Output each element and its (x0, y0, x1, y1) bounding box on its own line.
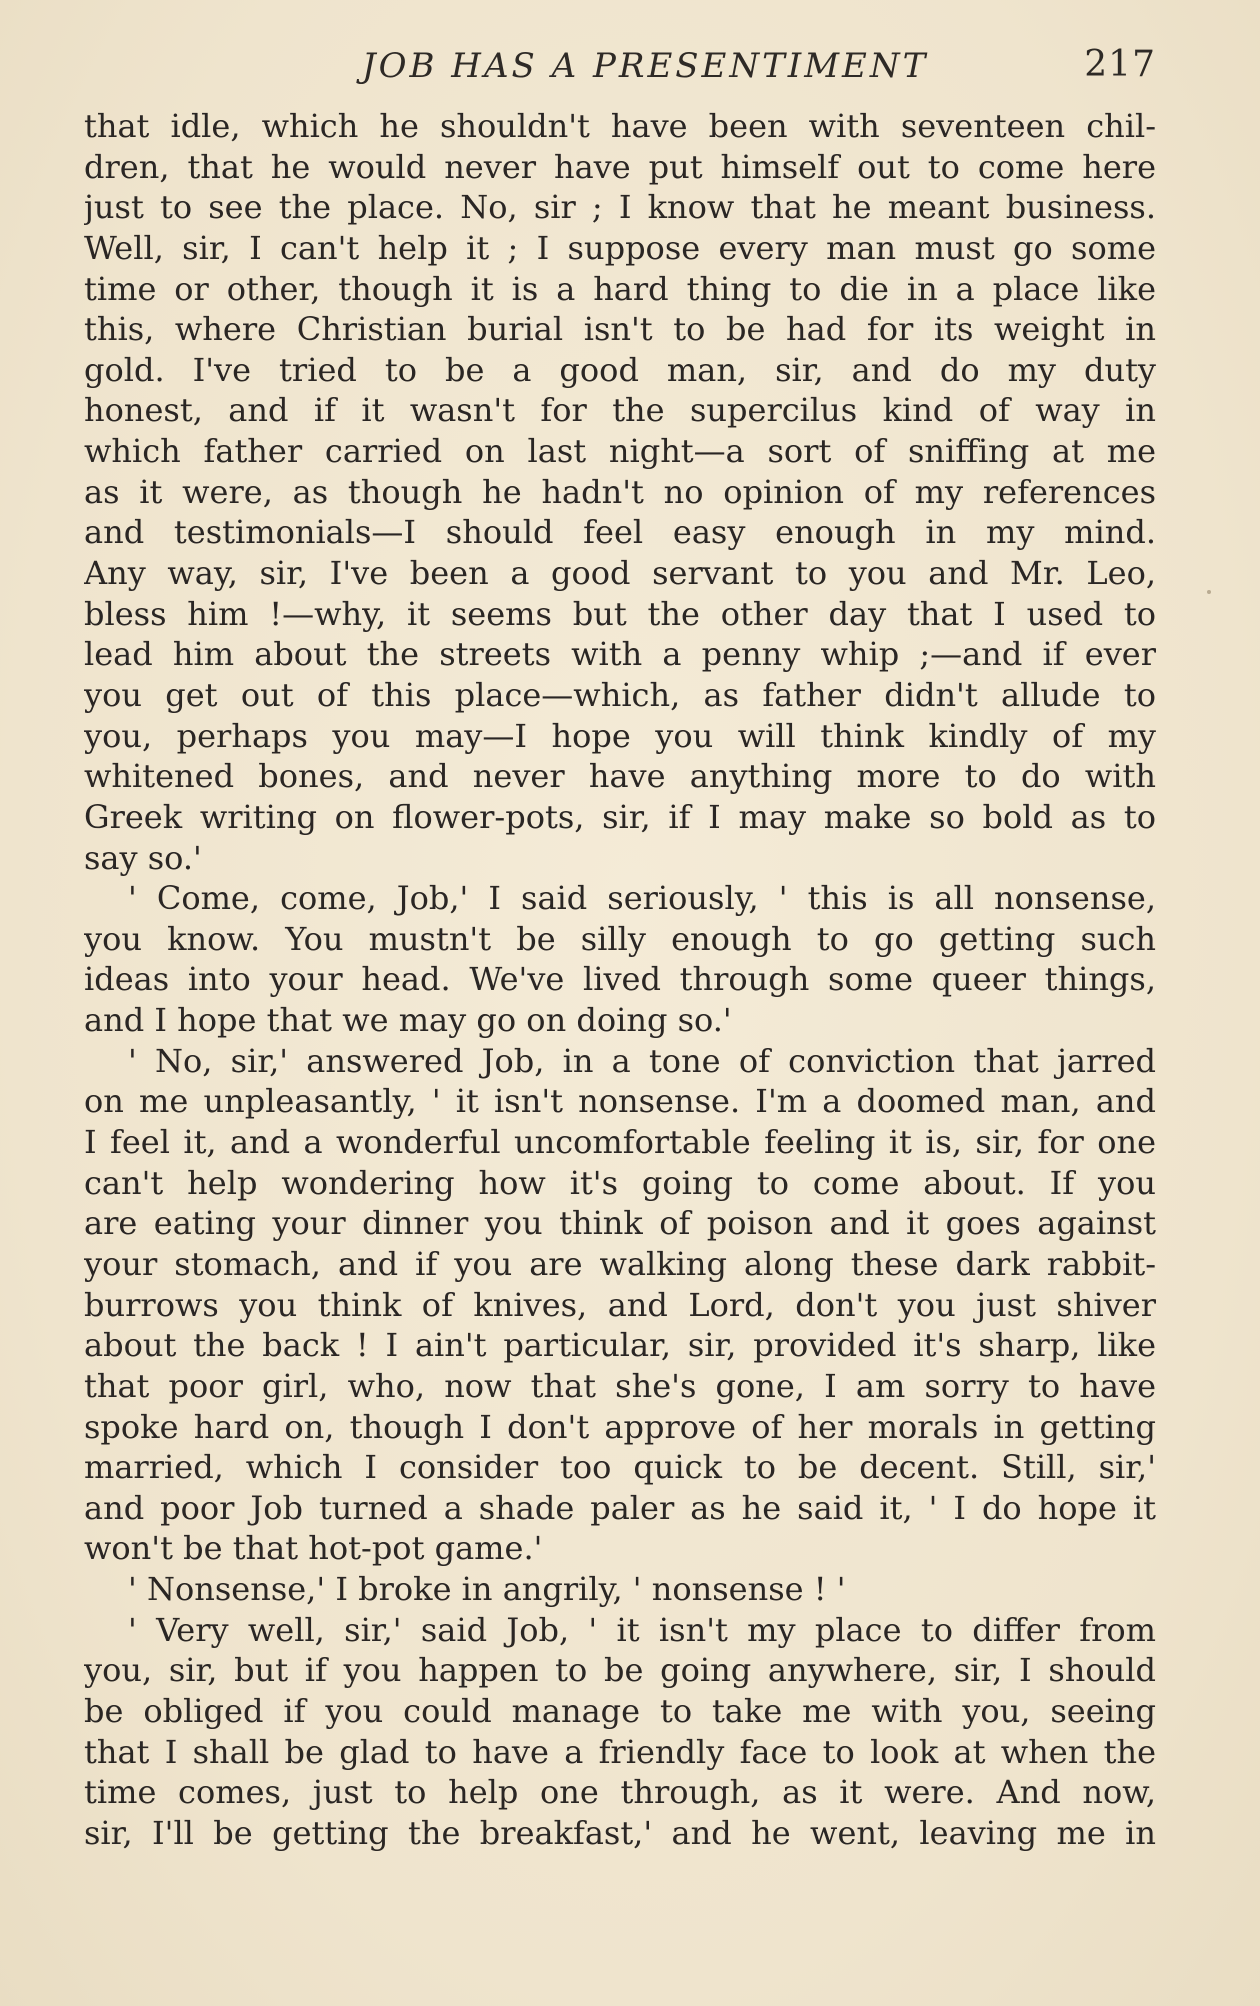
text-line: spoke hard on, though I don't approve of her morals in getting (84, 1407, 1156, 1446)
running-head (84, 42, 1156, 94)
body-text (84, 106, 1156, 1854)
text-line: and testimonials—I should feel easy enough in my mind. (84, 513, 1156, 552)
text-line: sir, I'll be getting the breakfast,' and he went, leaving me in (84, 1813, 1156, 1852)
text-line: say so.' (84, 838, 202, 877)
text-line: dren, that he would never have put himself out to come here (84, 147, 1156, 186)
text-line: married, which I consider too quick to be decent. Still, sir,' (84, 1448, 1156, 1487)
paper-speck (1207, 590, 1211, 594)
text-line: this, where Christian burial isn't to be had for its weight in (84, 310, 1156, 349)
text-line: your stomach, and if you are walking along these dark rabbit- (84, 1244, 1156, 1283)
text-line: ' Nonsense,' I broke in angrily, ' nonsense ! ' (128, 1570, 846, 1609)
text-line: Any way, sir, I've been a good servant to you and Mr. Leo, (84, 554, 1156, 593)
text-line: ideas into your head. We've lived through some queer things, (84, 960, 1156, 999)
text-line: can't help wondering how it's going to come about. If you (84, 1163, 1156, 1202)
text-line: gold. I've tried to be a good man, sir, and do my duty (84, 350, 1156, 389)
text-line: won't be that hot-pot game.' (84, 1529, 543, 1568)
text-line: which father carried on last night—a sort of sniffing at me (84, 432, 1156, 471)
text-line: you, perhaps you may—I hope you will think kindly of my (84, 716, 1156, 755)
text-line: that poor girl, who, now that she's gone, I am sorry to have (84, 1366, 1156, 1405)
text-line: and poor Job turned a shade paler as he said it, ' I do hope it (84, 1488, 1156, 1527)
page-number: 217 (1084, 44, 1156, 85)
text-line: time comes, just to help one through, as it were. And now, (84, 1773, 1156, 1812)
text-line: and I hope that we may go on doing so.' (84, 1001, 732, 1040)
text-line: ' No, sir,' answered Job, in a tone of conviction that jarred (128, 1041, 1156, 1080)
text-line: Greek writing on flower-pots, sir, if I may make so bold as to (84, 797, 1156, 836)
running-title: JOB HAS A PRESENTIMENT (362, 46, 929, 86)
text-line: time or other, though it is a hard thing to die in a place like (84, 269, 1156, 308)
text-line: Well, sir, I can't help it ; I suppose every man must go some (84, 228, 1156, 267)
text-line: bless him !—why, it seems but the other day that I used to (84, 594, 1156, 633)
text-line: just to see the place. No, sir ; I know that he meant business. (84, 188, 1156, 227)
text-line: about the back ! I ain't particular, sir, provided it's sharp, like (84, 1326, 1156, 1365)
text-line: that I shall be glad to have a friendly face to look at when the (84, 1732, 1156, 1771)
text-line: that idle, which he shouldn't have been with seventeen chil- (84, 107, 1156, 145)
text-line: whitened bones, and never have anything more to do with (84, 757, 1156, 796)
text-line: be obliged if you could manage to take me with you, seeing (84, 1691, 1156, 1730)
text-line: ' Come, come, Job,' I said seriously, ' this is all nonsense, (128, 879, 1156, 918)
text-line: are eating your dinner you think of poison and it goes against (84, 1204, 1156, 1243)
text-line: honest, and if it wasn't for the supercilus kind of way in (84, 391, 1156, 430)
text-line: lead him about the streets with a penny whip ;—and if ever (84, 635, 1156, 674)
text-line: you, sir, but if you happen to be going anywhere, sir, I should (84, 1651, 1156, 1690)
text-line: you know. You mustn't be silly enough to go getting such (84, 919, 1156, 958)
text-line: on me unpleasantly, ' it isn't nonsense. I'm a doomed man, and (84, 1082, 1156, 1121)
text-line: ' Very well, sir,' said Job, ' it isn't my place to differ from (128, 1610, 1156, 1649)
text-line: burrows you think of knives, and Lord, don't you just shiver (84, 1285, 1156, 1324)
text-line: I feel it, and a wonderful uncomfortable feeling it is, sir, for one (84, 1123, 1156, 1162)
text-line: you get out of this place—which, as father didn't allude to (84, 675, 1156, 714)
text-line: as it were, as though he hadn't no opinion of my references (84, 472, 1156, 511)
